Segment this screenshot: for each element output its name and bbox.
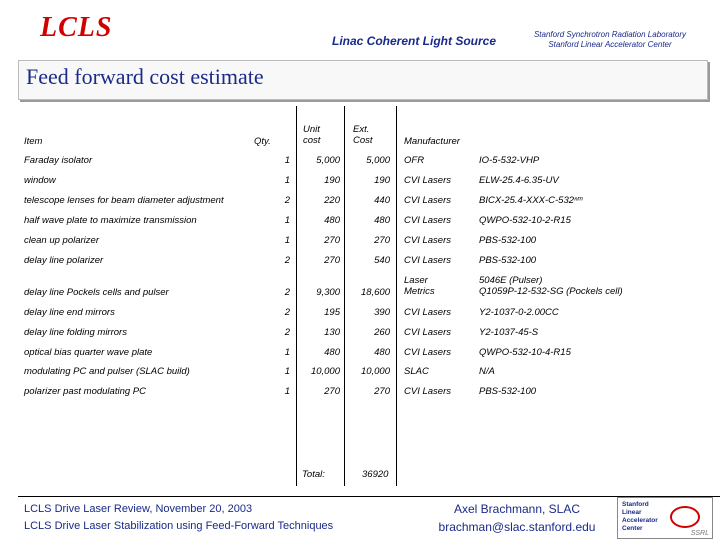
- row-mfr: CVI Lasers: [404, 235, 451, 246]
- row-part: ELW-25.4-6.35-UV: [479, 175, 559, 186]
- slac-logo-line3: Accelerator: [622, 517, 658, 524]
- row-item: Faraday isolator: [24, 155, 93, 166]
- row-ext: 540: [374, 255, 390, 266]
- row-item: clean up polarizer: [24, 235, 99, 246]
- row-mfr: CVI Lasers: [404, 327, 451, 338]
- row-item: delay line Pockels cells and pulser: [24, 287, 169, 298]
- row-ext: 5,000: [366, 155, 390, 166]
- header-manufacturer: Manufacturer: [404, 136, 460, 147]
- header-ext-cost: [353, 124, 373, 146]
- row-unit: 195: [324, 307, 340, 318]
- lab-line-2: Stanford Linear Accelerator Center: [548, 40, 672, 49]
- total-value: 36920: [362, 469, 389, 480]
- row-qty: 1: [284, 155, 290, 166]
- row-mfr: CVI Lasers: [404, 347, 451, 358]
- page-title: Feed forward cost estimate: [26, 64, 264, 89]
- column-divider: [396, 106, 397, 486]
- row-mfr: CVI Lasers: [404, 215, 451, 226]
- row-part: [479, 275, 623, 297]
- total-label: Total:: [302, 469, 325, 480]
- row-qty: 1: [284, 235, 290, 246]
- row-unit: 190: [324, 175, 340, 186]
- row-ext: 390: [374, 307, 390, 318]
- row-mfr: CVI Lasers: [404, 255, 451, 266]
- row-item: window: [24, 175, 56, 186]
- row-mfr: OFR: [404, 155, 425, 166]
- row-ext: 190: [374, 175, 390, 186]
- row-unit: 9,300: [316, 287, 340, 298]
- row-mfr: CVI Lasers: [404, 195, 451, 206]
- row-item: modulating PC and pulser (SLAC build): [24, 366, 190, 377]
- header-item: Item: [24, 136, 43, 147]
- row-mfr-line2: Metrics: [404, 286, 435, 297]
- row-ext: 270: [374, 235, 390, 246]
- row-part: PBS-532-100: [479, 386, 537, 397]
- row-qty: 2: [284, 307, 290, 318]
- row-item: delay line end mirrors: [24, 307, 115, 318]
- row-unit: 270: [324, 255, 340, 266]
- row-mfr: SLAC: [404, 366, 429, 377]
- row-ext: 270: [374, 386, 390, 397]
- row-qty: 1: [284, 386, 290, 397]
- footer-review: LCLS Drive Laser Review, November 20, 2003: [24, 503, 253, 515]
- row-item: telescope lenses for beam diameter adjustment: [24, 195, 224, 206]
- row-qty: 1: [284, 215, 290, 226]
- lcls-logo: LCLS: [40, 12, 113, 43]
- row-unit: 480: [324, 215, 340, 226]
- header-qty: Qty.: [254, 136, 271, 147]
- row-qty: 1: [284, 175, 290, 186]
- row-part: PBS-532-100: [479, 235, 537, 246]
- row-part: IO-5-532-VHP: [479, 155, 540, 166]
- ssrl-tag: SSRL: [690, 530, 709, 537]
- row-part: BICX-25.4-XXX-C-532ⁿᵐ: [479, 195, 583, 206]
- column-divider: [344, 106, 345, 486]
- row-qty: 2: [284, 287, 290, 298]
- header-unit-line1: Unit: [303, 124, 320, 135]
- row-item: half wave plate to maximize transmission: [24, 215, 197, 226]
- row-qty: 2: [284, 195, 290, 206]
- row-ext: 260: [374, 327, 390, 338]
- row-unit: 480: [324, 347, 340, 358]
- slac-logo-line2: Linear: [622, 509, 642, 516]
- row-mfr-line1: Laser: [404, 275, 428, 286]
- header-ext-line1: Ext.: [353, 124, 370, 135]
- row-unit: 270: [324, 386, 340, 397]
- row-part: PBS-532-100: [479, 255, 537, 266]
- lab-line-1: Stanford Synchrotron Radiation Laboratory: [533, 30, 687, 39]
- row-ext: 480: [374, 215, 390, 226]
- row-part-line2: Q1059P-12-532-SG (Pockels cell): [479, 286, 623, 297]
- row-mfr: CVI Lasers: [404, 175, 451, 186]
- slac-logo-line4: Center: [622, 525, 643, 532]
- row-part: QWPO-532-10-4-R15: [479, 347, 571, 358]
- row-mfr: CVI Lasers: [404, 386, 451, 397]
- row-unit: 270: [324, 235, 340, 246]
- row-unit: 10,000: [310, 366, 340, 377]
- row-part: Y2-1037-45-S: [479, 327, 539, 338]
- row-unit: 5,000: [316, 155, 340, 166]
- header-unit-line2: cost: [303, 135, 321, 146]
- header-unit-cost: [303, 124, 320, 146]
- row-part: QWPO-532-10-2-R15: [479, 215, 571, 226]
- row-ext: 440: [374, 195, 390, 206]
- slac-logo: [617, 497, 713, 539]
- row-qty: 2: [284, 255, 290, 266]
- row-item: delay line polarizer: [24, 255, 104, 266]
- row-mfr: [404, 275, 435, 297]
- row-part: Y2-1037-0-2.00CC: [479, 307, 559, 318]
- footer-author: Axel Brachmann, SLAC: [453, 502, 581, 516]
- row-item: delay line folding mirrors: [24, 327, 127, 338]
- row-ext: 480: [374, 347, 390, 358]
- footer-email: brachman@slac.stanford.edu: [438, 520, 596, 534]
- lab-names: [520, 30, 700, 50]
- row-unit: 130: [324, 327, 340, 338]
- row-qty: 1: [284, 366, 290, 377]
- slac-logo-line1: Stanford: [622, 501, 649, 508]
- header-ext-line2: Cost: [353, 135, 373, 146]
- row-qty: 1: [284, 347, 290, 358]
- row-part: N/A: [479, 366, 495, 377]
- row-mfr: CVI Lasers: [404, 307, 451, 318]
- slac-logo-text: [622, 501, 658, 533]
- row-item: polarizer past modulating PC: [24, 386, 146, 397]
- row-ext: 10,000: [360, 366, 390, 377]
- row-qty: 2: [284, 327, 290, 338]
- row-ext: 18,600: [360, 287, 390, 298]
- accelerator-ring-icon: [670, 506, 700, 528]
- row-unit: 220: [324, 195, 340, 206]
- row-part-line1: 5046E (Pulser): [479, 275, 543, 286]
- column-divider: [296, 106, 297, 486]
- header-subtitle: Linac Coherent Light Source: [332, 34, 497, 48]
- footer-talk-title: LCLS Drive Laser Stabilization using Feed-Forward Techniques: [24, 520, 334, 532]
- row-item: optical bias quarter wave plate: [24, 347, 153, 358]
- footer-divider: [18, 496, 720, 497]
